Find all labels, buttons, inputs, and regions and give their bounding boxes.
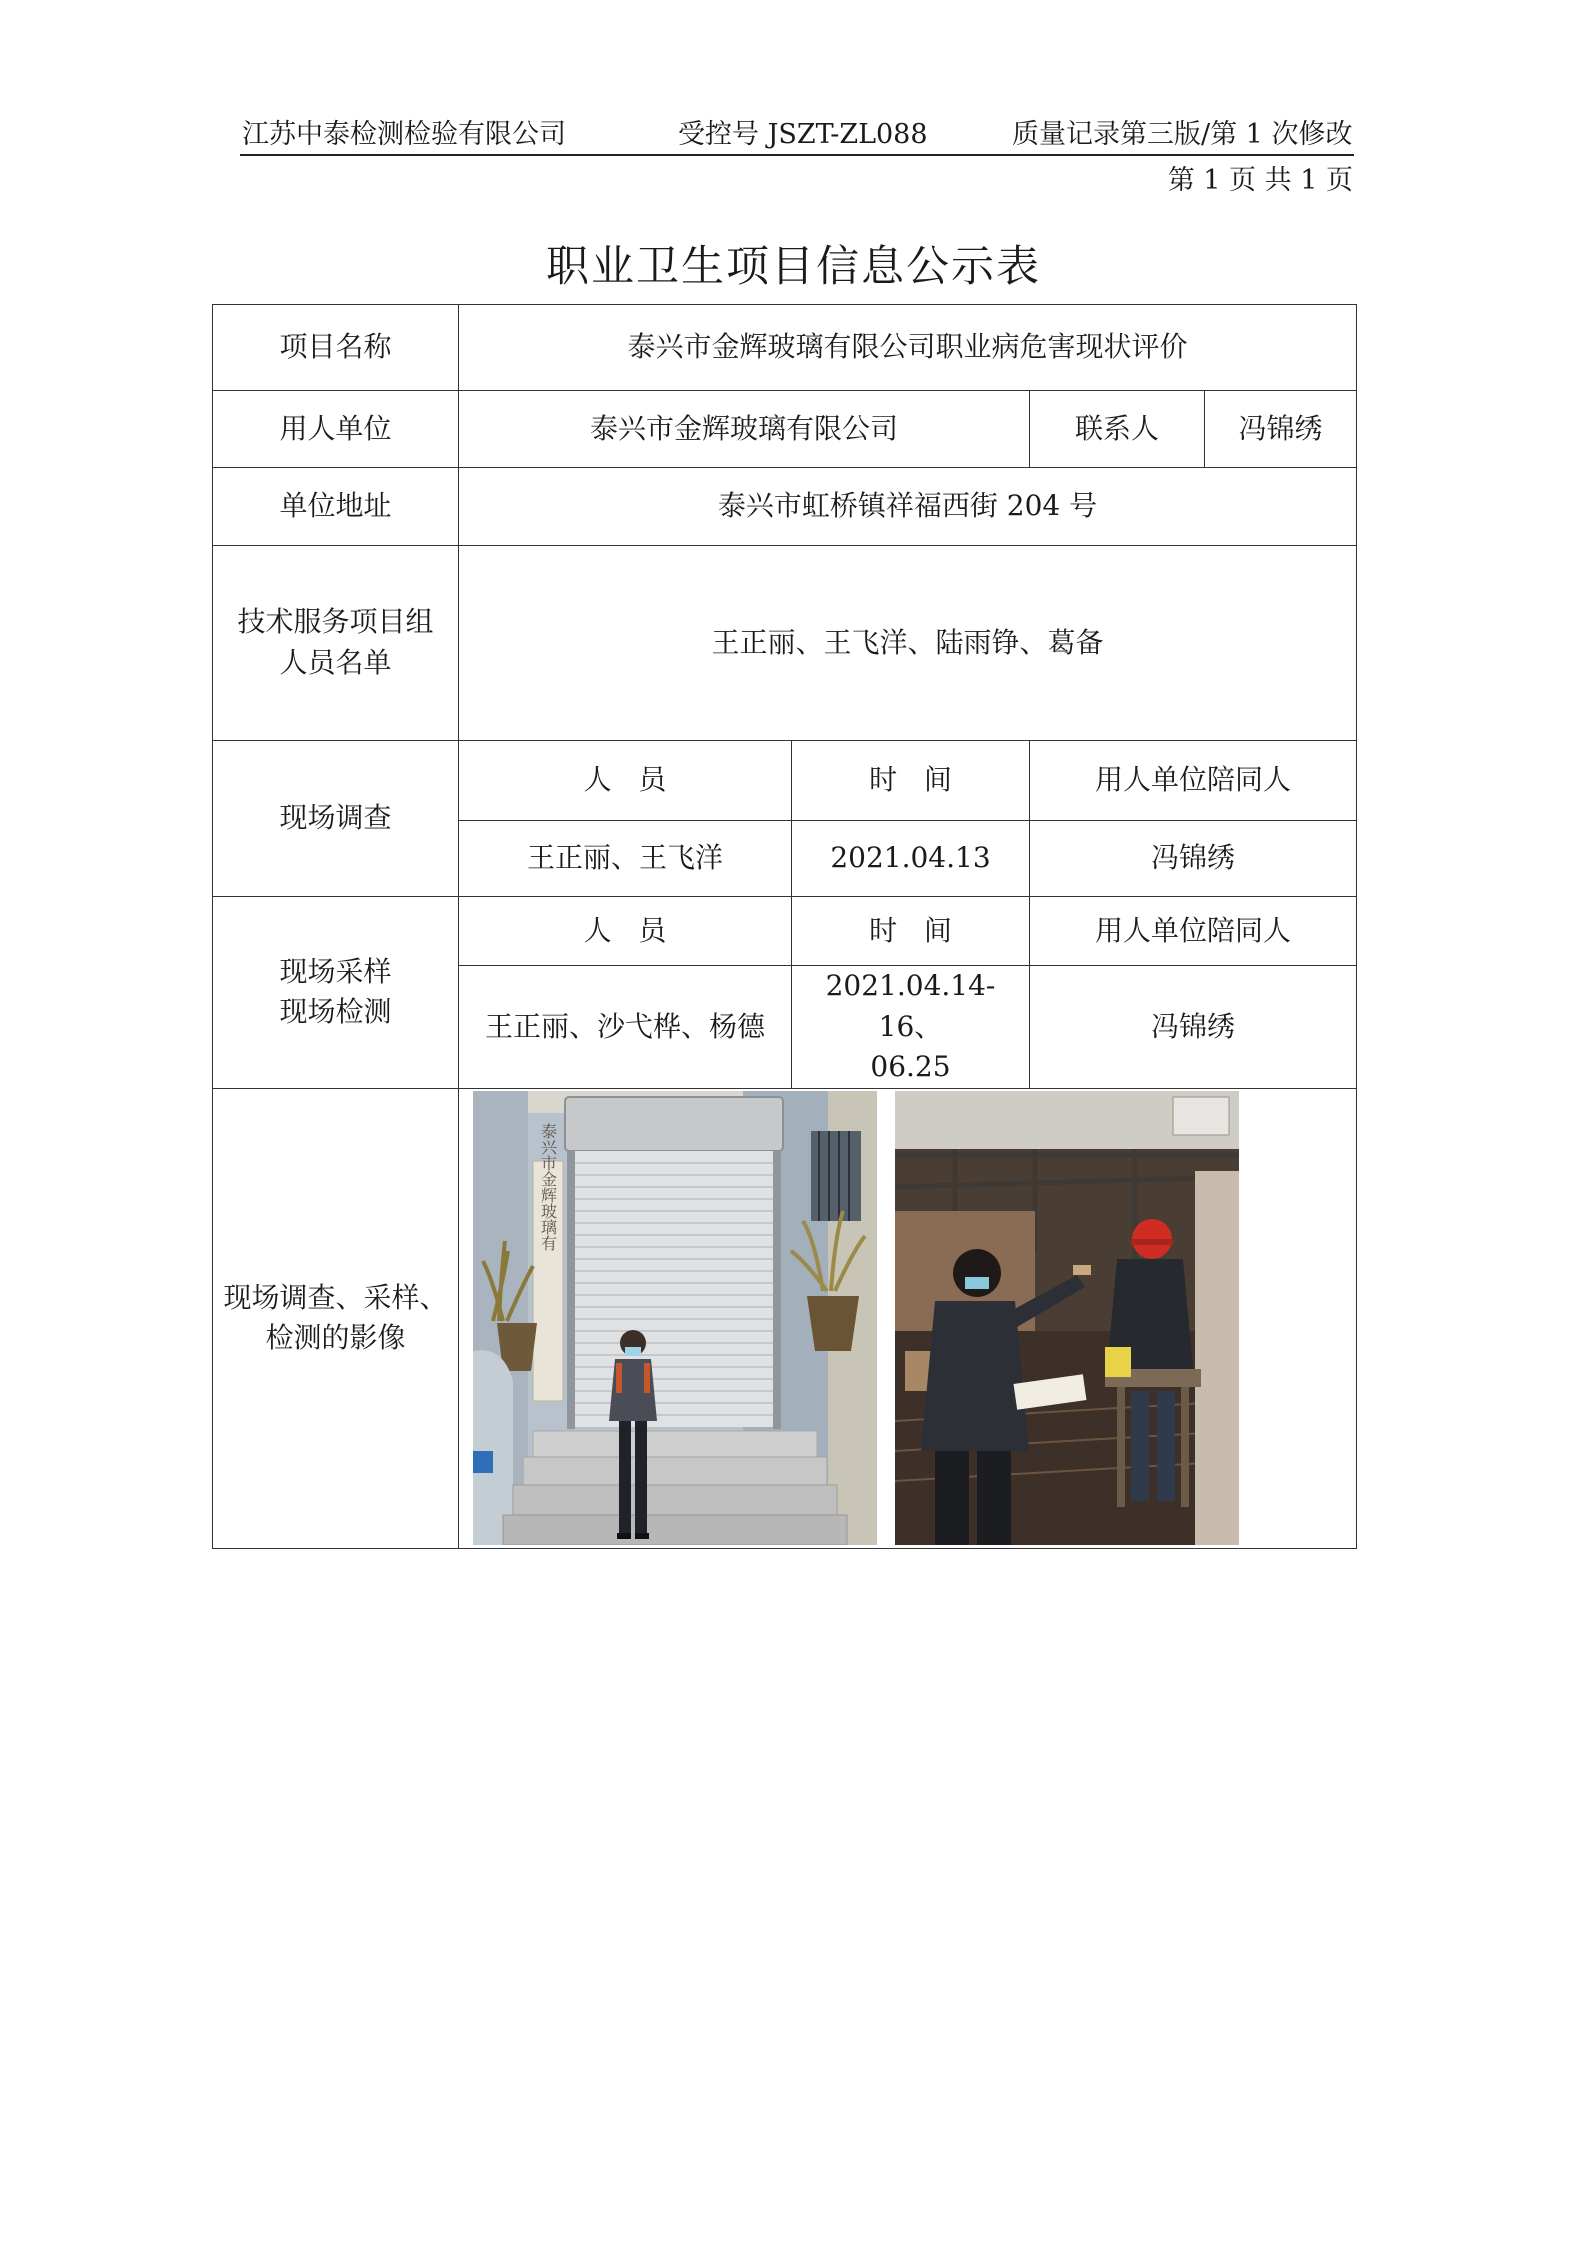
document-title: 职业卫生项目信息公示表 xyxy=(546,242,1041,292)
workshop-sampling-image xyxy=(895,1091,1239,1545)
project-name-label: 项目名称 xyxy=(213,305,459,391)
sampling-people: 王正丽、沙弋桦、杨德 xyxy=(459,966,792,1089)
sampling-col-people: 人 员 xyxy=(459,897,792,966)
sampling-time-line2: 06.25 xyxy=(870,1050,951,1084)
survey-col-escort: 用人单位陪同人 xyxy=(1030,741,1357,821)
sign-text: 泰兴市金辉玻璃有 xyxy=(538,1122,558,1251)
company-name: 江苏中泰检测检验有限公司 xyxy=(242,119,566,150)
row-sampling-header xyxy=(213,897,1357,966)
page-number: 第 1 页 共 1 页 xyxy=(1167,165,1353,196)
row-images xyxy=(213,1088,1357,1548)
record-version: 质量记录第三版/第 1 次修改 xyxy=(1012,119,1353,150)
employer-label: 用人单位 xyxy=(213,391,459,468)
team-label-line2: 人员名单 xyxy=(279,646,392,679)
sampling-time-line1: 2021.04.14-16、 xyxy=(825,969,996,1043)
employer-value: 泰兴市金辉玻璃有限公司 xyxy=(459,391,1030,468)
row-address xyxy=(213,468,1357,546)
images-label xyxy=(213,1088,459,1548)
team-label-line1: 技术服务项目组 xyxy=(237,605,434,639)
sampling-escort: 冯锦绣 xyxy=(1030,966,1357,1089)
images-cell xyxy=(459,1088,1357,1548)
row-team xyxy=(213,546,1357,741)
images-label-line1: 现场调查、采样、 xyxy=(223,1280,448,1314)
survey-col-time: 时 间 xyxy=(792,741,1030,821)
address-label: 单位地址 xyxy=(213,468,459,546)
team-members-value: 王正丽、王飞洋、陆雨铮、葛备 xyxy=(459,546,1357,741)
contact-label: 联系人 xyxy=(1030,391,1205,468)
survey-people: 王正丽、王飞洋 xyxy=(459,821,792,897)
sampling-time xyxy=(792,966,1030,1089)
survey-col-people: 人 员 xyxy=(459,741,792,821)
contact-value: 冯锦绣 xyxy=(1205,391,1357,468)
sampling-col-escort: 用人单位陪同人 xyxy=(1030,897,1357,966)
header-divider xyxy=(240,154,1354,156)
address-value: 泰兴市虹桥镇祥福西街 204 号 xyxy=(459,468,1357,546)
workshop-sampling-photo xyxy=(895,1091,1239,1545)
photo-container xyxy=(459,1089,1356,1547)
survey-escort: 冯锦绣 xyxy=(1030,821,1357,897)
sampling-col-time: 时 间 xyxy=(792,897,1030,966)
row-project-name xyxy=(213,305,1357,391)
images-label-line2: 检测的影像 xyxy=(265,1321,406,1355)
sampling-label-line2: 现场检测 xyxy=(279,995,392,1029)
row-survey-header xyxy=(213,741,1357,821)
control-number: 受控号 JSZT-ZL088 xyxy=(678,119,928,150)
project-name-value: 泰兴市金辉玻璃有限公司职业病危害现状评价 xyxy=(459,305,1357,391)
sampling-label-line1: 现场采样 xyxy=(279,954,392,988)
sampling-label xyxy=(213,897,459,1089)
survey-time: 2021.04.13 xyxy=(792,821,1030,897)
site-entrance-image xyxy=(473,1091,877,1545)
row-employer xyxy=(213,391,1357,468)
project-info-table xyxy=(212,304,1357,1549)
survey-label: 现场调查 xyxy=(213,741,459,897)
team-label xyxy=(213,546,459,741)
site-entrance-photo xyxy=(473,1091,877,1545)
